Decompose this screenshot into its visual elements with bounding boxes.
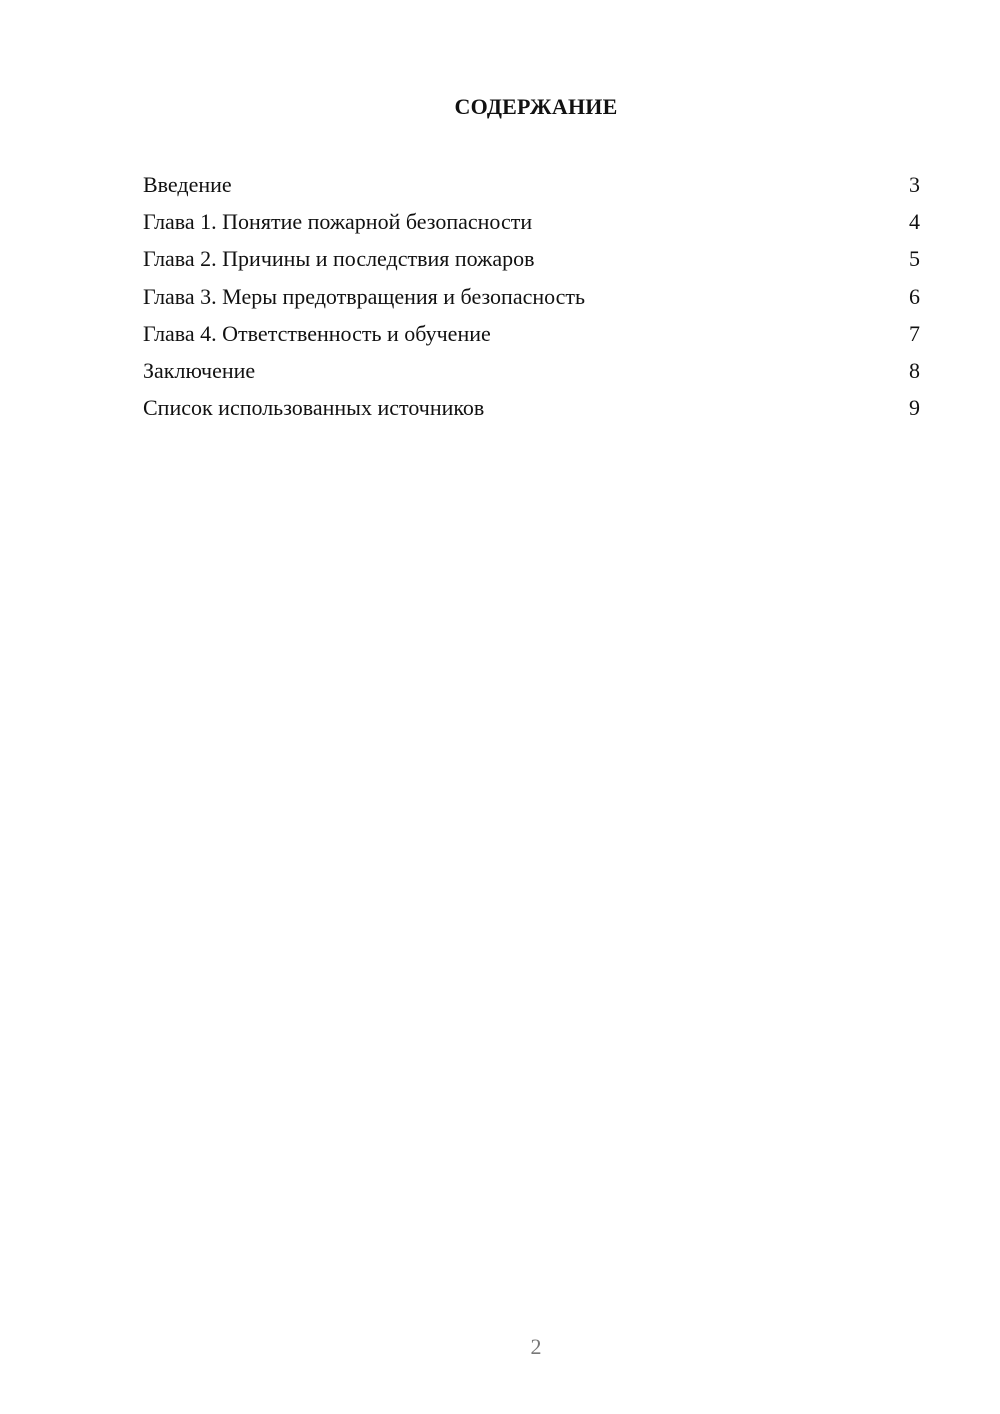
toc-entry-page: 3 (909, 172, 920, 197)
toc-entry-introduction (143, 168, 920, 205)
toc-entry-page: 9 (909, 395, 920, 421)
toc-entry-page: 6 (909, 283, 920, 309)
page-title: СОДЕРЖАНИЕ (454, 94, 618, 119)
toc-entry-page: 8 (909, 357, 920, 383)
toc-entry-chapter-4 (143, 317, 920, 354)
table-of-contents (143, 168, 920, 428)
toc-entry-label: Глава 1. Понятие пожарной безопасности (143, 209, 533, 235)
toc-entry-label: Глава 3. Меры предотвращения и безопасность (143, 283, 586, 309)
toc-entry-page: 4 (909, 209, 920, 235)
toc-entry-label: Введение (143, 172, 232, 197)
toc-entry-conclusion (143, 354, 920, 391)
toc-entry-chapter-3 (143, 280, 920, 317)
toc-entry-chapter-1 (143, 205, 920, 242)
toc-entry-label: Глава 2. Причины и последствия пожаров (143, 246, 535, 272)
toc-entry-page: 7 (909, 320, 920, 346)
toc-entry-label: Заключение (143, 357, 256, 383)
toc-entry-page: 5 (909, 246, 920, 272)
toc-entry-references (143, 391, 920, 428)
page-number: 2 (530, 1334, 542, 1359)
toc-entry-chapter-2 (143, 242, 920, 279)
toc-entry-label: Глава 4. Ответственность и обучение (143, 320, 491, 346)
toc-entry-label: Список использованных источников (143, 395, 485, 421)
